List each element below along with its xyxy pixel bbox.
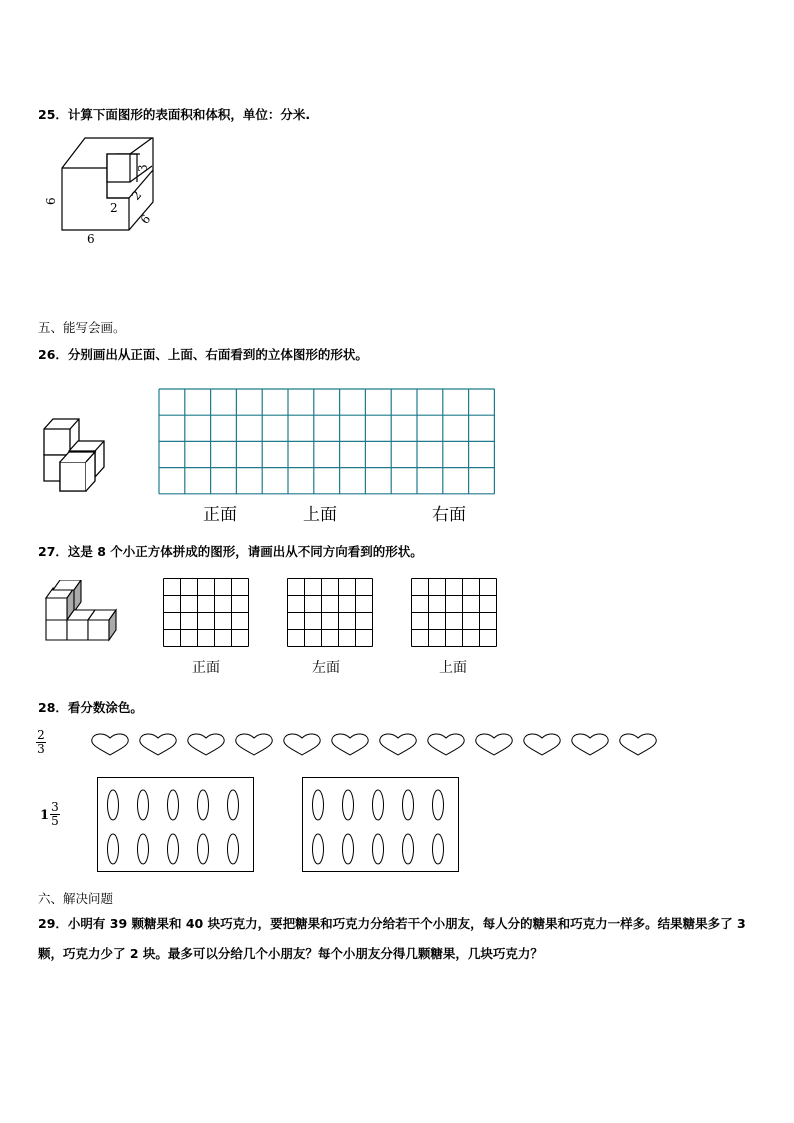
q27-label-left: 左面: [312, 660, 340, 676]
heart-shape[interactable]: [620, 734, 657, 755]
dim-depth: 6: [137, 211, 154, 227]
heart-shape[interactable]: [572, 734, 609, 755]
q27-grid-top[interactable]: [411, 578, 499, 648]
oval-shape[interactable]: [343, 790, 354, 820]
fraction-numerator: 3: [51, 800, 59, 814]
heart-shape[interactable]: [428, 734, 465, 755]
heart-shape[interactable]: [380, 734, 417, 755]
mixed-whole: 1: [40, 808, 50, 823]
oval-shape[interactable]: [228, 834, 239, 864]
oval-shape[interactable]: [138, 790, 149, 820]
q26-answer-grid[interactable]: [158, 388, 496, 496]
q25-text: 25．计算下面图形的表面积和体积，单位：分米.: [38, 107, 311, 122]
q27-text: 27．这是 8 个小正方体拼成的图形，请画出从不同方向看到的形状。: [38, 544, 423, 559]
oval-shape[interactable]: [403, 790, 414, 820]
heart-shape[interactable]: [524, 734, 561, 755]
heart-shape[interactable]: [476, 734, 513, 755]
oval-shape[interactable]: [433, 834, 444, 864]
oval-shape[interactable]: [198, 834, 209, 864]
fraction-denominator: 3: [37, 742, 45, 756]
q26-label-top: 上面: [303, 505, 337, 525]
q26-label-front: 正面: [203, 505, 237, 525]
q26-text: 26．分别画出从正面、上面、右面看到的立体图形的形状。: [38, 347, 368, 362]
oval-shape[interactable]: [403, 834, 414, 864]
oval-shape[interactable]: [433, 790, 444, 820]
oval-shape[interactable]: [168, 834, 179, 864]
section5-heading: 五、能写会画。: [38, 320, 126, 335]
q27-cubes-figure: [40, 580, 125, 645]
oval-shape[interactable]: [198, 790, 209, 820]
dim-cut-depth: 2: [128, 187, 145, 203]
hearts-row[interactable]: [88, 730, 668, 760]
ovals-box-1[interactable]: [97, 777, 255, 873]
heart-shape[interactable]: [284, 734, 321, 755]
section6-heading: 六、解决问题: [38, 891, 114, 906]
fraction-two-thirds: [36, 729, 46, 756]
heart-shape[interactable]: [188, 734, 225, 755]
oval-shape[interactable]: [343, 834, 354, 864]
dim-length: 6: [87, 232, 95, 246]
oval-shape[interactable]: [313, 790, 324, 820]
q27-grid-front[interactable]: [163, 578, 251, 648]
oval-shape[interactable]: [138, 834, 149, 864]
q29-text: 29．小明有 39 颗糖果和 40 块巧克力，要把糖果和巧克力分给若干个小朋友，每人分的糖果和巧克力一样多。结果糖果多了 3 颗，巧克力少了 2 块。最多可以分给几个小朋友？每个小朋友分得几颗糖果，几块巧克力？: [38, 916, 746, 961]
oval-shape[interactable]: [108, 834, 119, 864]
q27-label-front: 正面: [192, 660, 220, 676]
oval-shape[interactable]: [108, 790, 119, 820]
q27-grid-left[interactable]: [287, 578, 375, 648]
ovals-box-2[interactable]: [302, 777, 460, 873]
fraction-denominator: 5: [51, 814, 59, 828]
oval-shape[interactable]: [313, 834, 324, 864]
q25-figure: [40, 130, 170, 250]
q26-label-right: 右面: [432, 505, 466, 525]
oval-shape[interactable]: [373, 834, 384, 864]
dim-cut-height: 3: [136, 164, 150, 172]
heart-shape[interactable]: [92, 734, 129, 755]
q28-text: 28．看分数涂色。: [38, 700, 143, 715]
oval-shape[interactable]: [168, 790, 179, 820]
heart-shape[interactable]: [140, 734, 177, 755]
fraction-numerator: 2: [37, 728, 45, 742]
heart-shape[interactable]: [236, 734, 273, 755]
oval-shape[interactable]: [228, 790, 239, 820]
dim-height: 6: [44, 197, 58, 205]
oval-shape[interactable]: [373, 790, 384, 820]
q27-label-top: 上面: [439, 660, 467, 676]
heart-shape[interactable]: [332, 734, 369, 755]
q26-cubes-figure: [40, 415, 110, 495]
dim-cut-width: 2: [110, 201, 118, 215]
fraction-three-fifths: [50, 801, 60, 828]
